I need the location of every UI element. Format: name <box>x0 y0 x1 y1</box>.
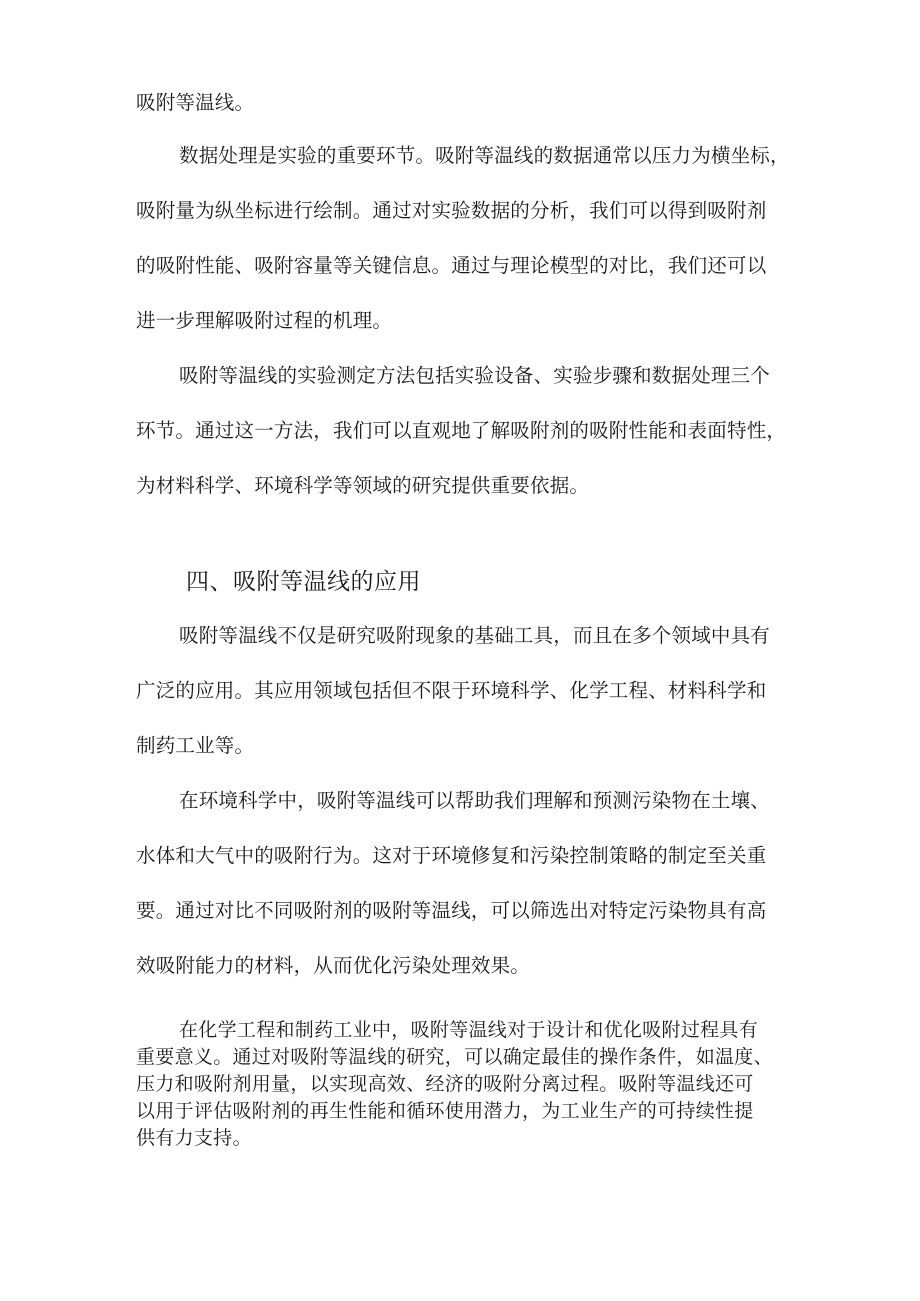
text-line-14: 要。通过对比不同吸附剂的吸附等温线，可以筛选出对特定污染物具有高 <box>136 899 767 922</box>
text-line-11: 制药工业等。 <box>136 734 255 757</box>
text-line-2: 数据处理是实验的重要环节。吸附等温线的数据通常以压力为横坐标， <box>179 144 790 167</box>
text-line-3: 吸附量为纵坐标进行绘制。通过对实验数据的分析，我们可以得到吸附剂 <box>136 199 767 222</box>
text-line-12: 在环境科学中，吸附等温线可以帮助我们理解和预测污染物在土壤、 <box>179 789 771 812</box>
text-line-8: 为材料科学、环境科学等领域的研究提供重要依据。 <box>136 474 590 497</box>
section-heading: 四、吸附等温线的应用 <box>186 569 421 595</box>
text-line-5: 进一步理解吸附过程的机理。 <box>136 309 393 332</box>
text-line-13: 水体和大气中的吸附行为。这对于环境修复和污染控制策略的制定至关重 <box>136 844 767 867</box>
text-line-6: 吸附等温线的实验测定方法包括实验设备、实验步骤和数据处理三个 <box>179 364 771 387</box>
text-line-15: 效吸附能力的材料，从而优化污染处理效果。 <box>136 954 531 977</box>
text-line-17: 重要意义。通过对吸附等温线的研究，可以确定最佳的操作条件，如温度、 <box>136 1046 773 1068</box>
text-line-18: 压力和吸附剂用量，以实现高效、经济的吸附分离过程。吸附等温线还可 <box>136 1073 754 1095</box>
text-line-1: 吸附等温线。 <box>136 91 255 114</box>
text-line-20: 供有力支持。 <box>136 1127 252 1149</box>
text-line-4: 的吸附性能、吸附容量等关键信息。通过与理论模型的对比，我们还可以 <box>136 254 767 277</box>
text-line-16: 在化学工程和制药工业中，吸附等温线对于设计和优化吸附过程具有 <box>179 1019 759 1041</box>
text-line-7: 环节。通过这一方法，我们可以直观地了解吸附剂的吸附性能和表面特性， <box>136 419 787 442</box>
text-line-10: 广泛的应用。其应用领域包括但不限于环境科学、化学工程、材料科学和 <box>136 679 767 702</box>
text-line-9: 吸附等温线不仅是研究吸附现象的基础工具，而且在多个领域中具有 <box>179 624 771 647</box>
text-line-19: 以用于评估吸附剂的再生性能和循环使用潜力，为工业生产的可持续性提 <box>136 1100 754 1122</box>
